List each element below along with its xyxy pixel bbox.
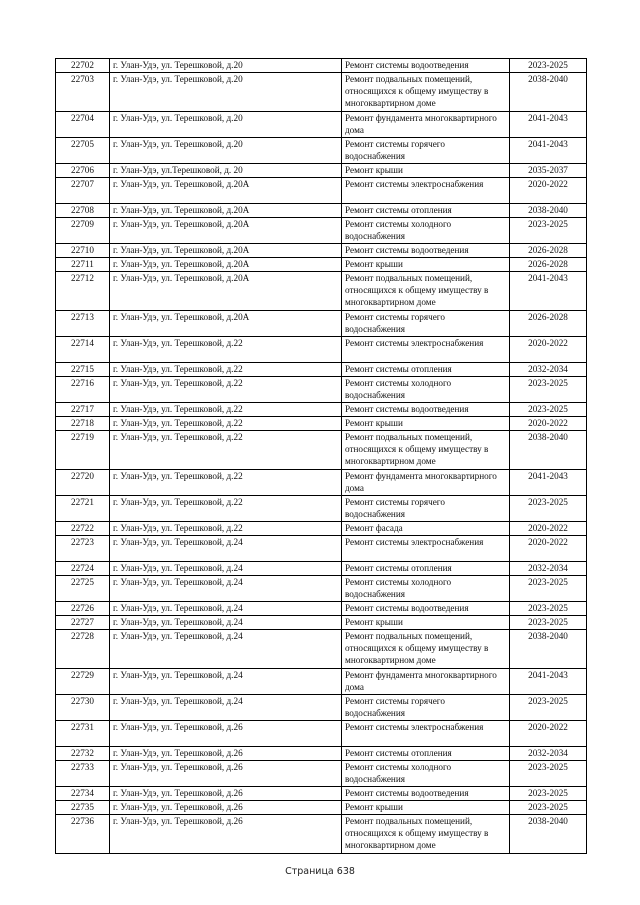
work-type-cell: Ремонт подвальных помещений, относящихся к общему имуществу в многоквартирном доме	[342, 431, 510, 470]
row-number-cell: 22736	[56, 815, 110, 854]
period-cell: 2041-2043	[510, 272, 587, 311]
row-number-cell: 22716	[56, 377, 110, 403]
table-row	[56, 403, 587, 417]
address-cell: г. Улан-Удэ, ул. Терешковой, д.20	[110, 112, 342, 138]
table-row	[56, 272, 587, 311]
table-row	[56, 669, 587, 695]
table-row	[56, 576, 587, 602]
period-cell: 2023-2025	[510, 403, 587, 417]
work-type-cell: Ремонт системы отопления	[342, 363, 510, 377]
address-cell: г. Улан-Удэ, ул. Терешковой, д.24	[110, 576, 342, 602]
work-type-cell: Ремонт фасада	[342, 522, 510, 536]
address-cell: г. Улан-Удэ, ул. Терешковой, д.22	[110, 470, 342, 496]
table-row	[56, 801, 587, 815]
work-type-cell: Ремонт системы холодного водоснабжения	[342, 218, 510, 244]
period-cell: 2020-2022	[510, 337, 587, 363]
address-cell: г. Улан-Удэ, ул. Терешковой, д.20А	[110, 178, 342, 204]
address-cell: г. Улан-Удэ, ул. Терешковой, д.22	[110, 522, 342, 536]
work-type-cell: Ремонт крыши	[342, 616, 510, 630]
table-row	[56, 496, 587, 522]
table-row	[56, 787, 587, 801]
table-row	[56, 59, 587, 73]
work-type-cell: Ремонт системы водоотведения	[342, 602, 510, 616]
row-number-cell: 22706	[56, 164, 110, 178]
period-cell: 2026-2028	[510, 258, 587, 272]
period-cell: 2041-2043	[510, 138, 587, 164]
table-row	[56, 377, 587, 403]
address-cell: г. Улан-Удэ, ул. Терешковой, д.22	[110, 337, 342, 363]
period-cell: 2032-2034	[510, 747, 587, 761]
work-type-cell: Ремонт крыши	[342, 801, 510, 815]
table-row	[56, 536, 587, 562]
row-number-cell: 22715	[56, 363, 110, 377]
address-cell: г. Улан-Удэ, ул. Терешковой, д.24	[110, 536, 342, 562]
table-row	[56, 178, 587, 204]
table-row	[56, 311, 587, 337]
period-cell: 2026-2028	[510, 244, 587, 258]
table-row	[56, 112, 587, 138]
address-cell: г. Улан-Удэ, ул. Терешковой, д.20А	[110, 218, 342, 244]
work-type-cell: Ремонт системы электроснабжения	[342, 337, 510, 363]
table-row	[56, 747, 587, 761]
work-type-cell: Ремонт крыши	[342, 258, 510, 272]
table-row	[56, 258, 587, 272]
address-cell: г. Улан-Удэ, ул. Терешковой, д.24	[110, 616, 342, 630]
period-cell: 2023-2025	[510, 377, 587, 403]
row-number-cell: 22719	[56, 431, 110, 470]
table-row	[56, 417, 587, 431]
row-number-cell: 22705	[56, 138, 110, 164]
row-number-cell: 22723	[56, 536, 110, 562]
address-cell: г. Улан-Удэ, ул. Терешковой, д.26	[110, 787, 342, 801]
address-cell: г. Улан-Удэ, ул. Терешковой, д.22	[110, 417, 342, 431]
work-type-cell: Ремонт системы холодного водоснабжения	[342, 377, 510, 403]
table-row	[56, 562, 587, 576]
table-row	[56, 630, 587, 669]
address-cell: г. Улан-Удэ, ул. Терешковой, д.26	[110, 815, 342, 854]
period-cell: 2038-2040	[510, 815, 587, 854]
row-number-cell: 22734	[56, 787, 110, 801]
work-type-cell: Ремонт системы водоотведения	[342, 59, 510, 73]
address-cell: г. Улан-Удэ, ул. Терешковой, д.26	[110, 761, 342, 787]
row-number-cell: 22710	[56, 244, 110, 258]
work-type-cell: Ремонт системы отопления	[342, 562, 510, 576]
work-type-cell: Ремонт крыши	[342, 164, 510, 178]
table-row	[56, 761, 587, 787]
row-number-cell: 22727	[56, 616, 110, 630]
period-cell: 2038-2040	[510, 73, 587, 112]
period-cell: 2035-2037	[510, 164, 587, 178]
row-number-cell: 22717	[56, 403, 110, 417]
period-cell: 2038-2040	[510, 431, 587, 470]
address-cell: г. Улан-Удэ, ул. Терешковой, д.26	[110, 747, 342, 761]
row-number-cell: 22725	[56, 576, 110, 602]
work-type-cell: Ремонт системы горячего водоснабжения	[342, 695, 510, 721]
period-cell: 2020-2022	[510, 536, 587, 562]
row-number-cell: 22721	[56, 496, 110, 522]
work-type-cell: Ремонт системы электроснабжения	[342, 721, 510, 747]
work-type-cell: Ремонт системы отопления	[342, 747, 510, 761]
period-cell: 2020-2022	[510, 178, 587, 204]
period-cell: 2038-2040	[510, 204, 587, 218]
address-cell: г. Улан-Удэ, ул. Терешковой, д.20А	[110, 244, 342, 258]
row-number-cell: 22726	[56, 602, 110, 616]
address-cell: г. Улан-Удэ, ул. Терешковой, д.24	[110, 602, 342, 616]
period-cell: 2041-2043	[510, 470, 587, 496]
row-number-cell: 22713	[56, 311, 110, 337]
table-row	[56, 73, 587, 112]
address-cell: г. Улан-Удэ, ул. Терешковой, д.24	[110, 669, 342, 695]
period-cell: 2023-2025	[510, 616, 587, 630]
period-cell: 2020-2022	[510, 522, 587, 536]
period-cell: 2023-2025	[510, 761, 587, 787]
work-type-cell: Ремонт системы холодного водоснабжения	[342, 761, 510, 787]
work-type-cell: Ремонт фундамента многоквартирного дома	[342, 112, 510, 138]
work-type-cell: Ремонт системы горячего водоснабжения	[342, 311, 510, 337]
address-cell: г. Улан-Удэ, ул. Терешковой, д.22	[110, 403, 342, 417]
repair-schedule-table	[55, 58, 587, 854]
row-number-cell: 22712	[56, 272, 110, 311]
row-number-cell: 22703	[56, 73, 110, 112]
address-cell: г. Улан-Удэ, ул. Терешковой, д.24	[110, 630, 342, 669]
period-cell: 2041-2043	[510, 112, 587, 138]
work-type-cell: Ремонт подвальных помещений, относящихся к общему имуществу в многоквартирном доме	[342, 272, 510, 311]
period-cell: 2023-2025	[510, 695, 587, 721]
address-cell: г. Улан-Удэ, ул. Терешковой, д.26	[110, 801, 342, 815]
address-cell: г. Улан-Удэ, ул.Терешковой, д. 20	[110, 164, 342, 178]
table-row	[56, 244, 587, 258]
work-type-cell: Ремонт системы водоотведения	[342, 244, 510, 258]
work-type-cell: Ремонт системы холодного водоснабжения	[342, 576, 510, 602]
work-type-cell: Ремонт системы электроснабжения	[342, 178, 510, 204]
row-number-cell: 22714	[56, 337, 110, 363]
work-type-cell: Ремонт системы водоотведения	[342, 787, 510, 801]
row-number-cell: 22730	[56, 695, 110, 721]
work-type-cell: Ремонт подвальных помещений, относящихся к общему имуществу в многоквартирном доме	[342, 815, 510, 854]
period-cell: 2023-2025	[510, 576, 587, 602]
address-cell: г. Улан-Удэ, ул. Терешковой, д.22	[110, 496, 342, 522]
row-number-cell: 22708	[56, 204, 110, 218]
row-number-cell: 22711	[56, 258, 110, 272]
row-number-cell: 22704	[56, 112, 110, 138]
table-row	[56, 522, 587, 536]
work-type-cell: Ремонт фундамента многоквартирного дома	[342, 669, 510, 695]
table-row	[56, 721, 587, 747]
period-cell: 2020-2022	[510, 417, 587, 431]
address-cell: г. Улан-Удэ, ул. Терешковой, д.22	[110, 431, 342, 470]
table-body	[56, 59, 587, 854]
table-row	[56, 616, 587, 630]
period-cell: 2023-2025	[510, 801, 587, 815]
row-number-cell: 22722	[56, 522, 110, 536]
row-number-cell: 22731	[56, 721, 110, 747]
address-cell: г. Улан-Удэ, ул. Терешковой, д.20А	[110, 204, 342, 218]
page-number: Страница 638	[285, 866, 355, 877]
row-number-cell: 22733	[56, 761, 110, 787]
row-number-cell: 22709	[56, 218, 110, 244]
table-row	[56, 470, 587, 496]
row-number-cell: 22729	[56, 669, 110, 695]
work-type-cell: Ремонт системы водоотведения	[342, 403, 510, 417]
address-cell: г. Улан-Удэ, ул. Терешковой, д.20	[110, 138, 342, 164]
period-cell: 2041-2043	[510, 669, 587, 695]
work-type-cell: Ремонт фундамента многоквартирного дома	[342, 470, 510, 496]
table-row	[56, 695, 587, 721]
row-number-cell: 22720	[56, 470, 110, 496]
table-row	[56, 363, 587, 377]
row-number-cell: 22707	[56, 178, 110, 204]
address-cell: г. Улан-Удэ, ул. Терешковой, д.20А	[110, 311, 342, 337]
address-cell: г. Улан-Удэ, ул. Терешковой, д.20А	[110, 272, 342, 311]
work-type-cell: Ремонт подвальных помещений, относящихся к общему имуществу в многоквартирном доме	[342, 630, 510, 669]
address-cell: г. Улан-Удэ, ул. Терешковой, д.20А	[110, 258, 342, 272]
period-cell: 2020-2022	[510, 721, 587, 747]
period-cell: 2023-2025	[510, 496, 587, 522]
work-type-cell: Ремонт системы отопления	[342, 204, 510, 218]
period-cell: 2026-2028	[510, 311, 587, 337]
row-number-cell: 22728	[56, 630, 110, 669]
period-cell: 2023-2025	[510, 59, 587, 73]
address-cell: г. Улан-Удэ, ул. Терешковой, д.22	[110, 377, 342, 403]
row-number-cell: 22724	[56, 562, 110, 576]
work-type-cell: Ремонт подвальных помещений, относящихся к общему имуществу в многоквартирном доме	[342, 73, 510, 112]
table-row	[56, 164, 587, 178]
table-row	[56, 431, 587, 470]
work-type-cell: Ремонт системы горячего водоснабжения	[342, 138, 510, 164]
table-row	[56, 815, 587, 854]
address-cell: г. Улан-Удэ, ул. Терешковой, д.24	[110, 695, 342, 721]
table-row	[56, 602, 587, 616]
period-cell: 2032-2034	[510, 562, 587, 576]
work-type-cell: Ремонт системы горячего водоснабжения	[342, 496, 510, 522]
table-row	[56, 204, 587, 218]
work-type-cell: Ремонт системы электроснабжения	[342, 536, 510, 562]
period-cell: 2023-2025	[510, 218, 587, 244]
work-type-cell: Ремонт крыши	[342, 417, 510, 431]
row-number-cell: 22732	[56, 747, 110, 761]
address-cell: г. Улан-Удэ, ул. Терешковой, д.24	[110, 562, 342, 576]
address-cell: г. Улан-Удэ, ул. Терешковой, д.20	[110, 59, 342, 73]
address-cell: г. Улан-Удэ, ул. Терешковой, д.20	[110, 73, 342, 112]
period-cell: 2032-2034	[510, 363, 587, 377]
row-number-cell: 22702	[56, 59, 110, 73]
table-row	[56, 218, 587, 244]
address-cell: г. Улан-Удэ, ул. Терешковой, д.26	[110, 721, 342, 747]
table-row	[56, 138, 587, 164]
address-cell: г. Улан-Удэ, ул. Терешковой, д.22	[110, 363, 342, 377]
period-cell: 2038-2040	[510, 630, 587, 669]
period-cell: 2023-2025	[510, 787, 587, 801]
period-cell: 2023-2025	[510, 602, 587, 616]
table-row	[56, 337, 587, 363]
row-number-cell: 22718	[56, 417, 110, 431]
row-number-cell: 22735	[56, 801, 110, 815]
